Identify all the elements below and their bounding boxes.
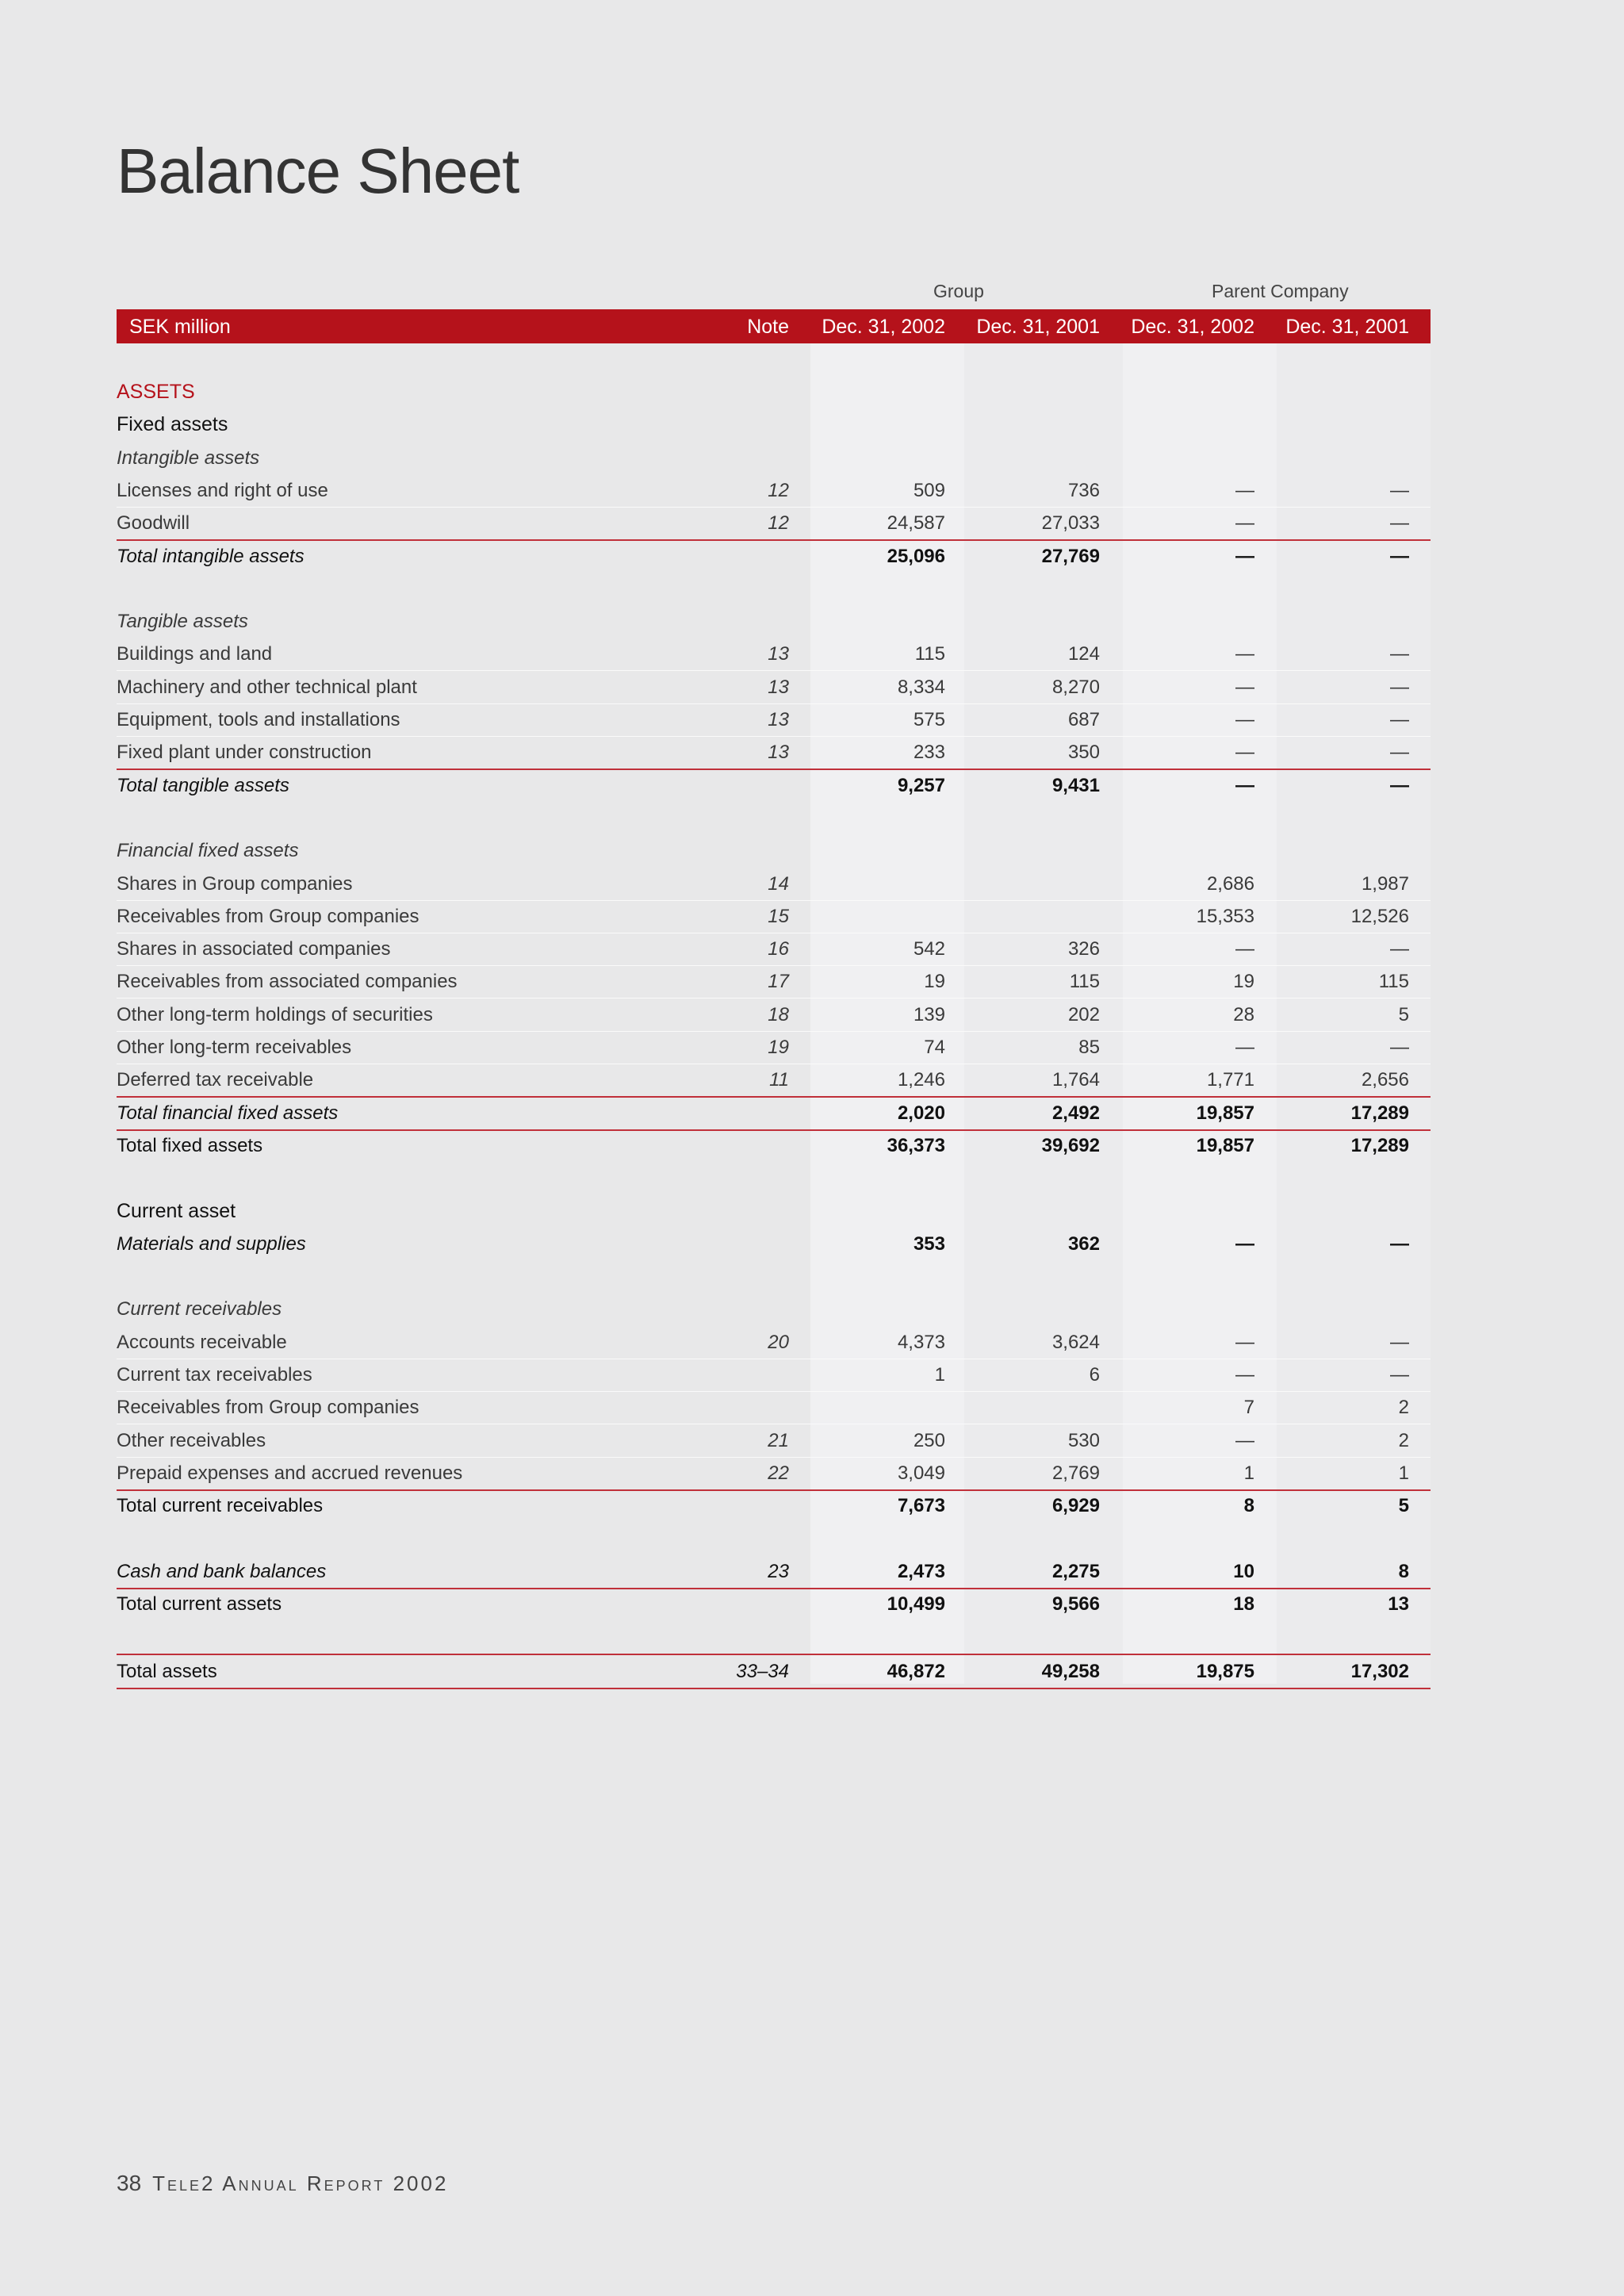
spacer-row	[117, 802, 1431, 834]
group-2002-value: 353	[913, 1233, 945, 1255]
parent-2002-value: 19	[1233, 971, 1254, 992]
row-label: Materials and supplies	[117, 1233, 306, 1255]
group-2002-value: 9,257	[897, 775, 945, 796]
row-label: Equipment, tools and installations	[117, 709, 400, 730]
group-2001-value: 85	[1078, 1037, 1100, 1058]
row-note: 14	[768, 873, 789, 895]
parent-2001-value: —	[1390, 1332, 1409, 1353]
row-label: Tangible assets	[117, 611, 248, 632]
row-label: Licenses and right of use	[117, 480, 328, 501]
table-row	[117, 408, 1431, 441]
group-2001-value: 326	[1067, 938, 1100, 960]
parent-2002-value: —	[1235, 742, 1254, 763]
parent-2002-value: —	[1235, 1430, 1254, 1451]
row-note: 11	[769, 1069, 789, 1091]
group-2001-value: 9,431	[1051, 775, 1100, 796]
group-2002-value: 19	[924, 971, 945, 992]
table-row	[117, 1588, 1431, 1620]
row-note: 23	[768, 1561, 789, 1582]
group-2001-value: 49,258	[1041, 1661, 1100, 1682]
table-row	[117, 933, 1431, 966]
table-row	[117, 1391, 1431, 1424]
table-row	[117, 1129, 1431, 1162]
row-label: Current tax receivables	[117, 1364, 312, 1386]
row-note: 16	[768, 938, 789, 960]
group-2001-value: 362	[1067, 1233, 1100, 1255]
spacer-row	[117, 1620, 1431, 1653]
table-row	[117, 1064, 1431, 1098]
group-2002-value: 25,096	[887, 546, 945, 567]
row-label: Prepaid expenses and accrued revenues	[117, 1462, 463, 1484]
row-label: Total current assets	[117, 1593, 282, 1615]
table-row	[117, 769, 1431, 802]
parent-2001-value: 8	[1398, 1561, 1409, 1582]
parent-2001-value: 12,526	[1350, 906, 1409, 927]
table-row	[117, 605, 1431, 638]
group-2001-value: 8,270	[1051, 677, 1100, 698]
table-row	[117, 376, 1431, 408]
parent-2002-value: 19,875	[1196, 1661, 1254, 1682]
table-row	[117, 736, 1431, 770]
table-row	[117, 1195, 1431, 1228]
group-2001-value: 202	[1067, 1004, 1100, 1025]
parent-2002-value: —	[1235, 938, 1254, 960]
group-2002-value: 250	[913, 1430, 945, 1451]
spacer-row	[117, 1260, 1431, 1293]
parent-2002-value: —	[1235, 1037, 1254, 1058]
group-2001-value: 27,033	[1041, 512, 1100, 534]
parent-2001-value: —	[1390, 643, 1409, 665]
parent-2001-value: 17,289	[1350, 1102, 1409, 1124]
parent-2001-value: 2,656	[1361, 1069, 1409, 1091]
group-2002-value: 74	[924, 1037, 945, 1058]
table-row	[117, 540, 1431, 573]
parent-2002-value: —	[1235, 512, 1254, 534]
table-row	[117, 474, 1431, 508]
parent-2001-value: —	[1390, 512, 1409, 534]
parent-2002-value: 19,857	[1196, 1135, 1254, 1156]
row-label: Shares in Group companies	[117, 873, 353, 895]
parent-2002-value: 1	[1243, 1462, 1254, 1484]
row-note: 17	[768, 971, 789, 992]
row-note: 13	[768, 742, 789, 763]
row-note: 19	[768, 1037, 789, 1058]
header-group-2002: Dec. 31, 2002	[822, 316, 945, 338]
parent-2002-value: —	[1235, 775, 1254, 796]
group-2001-value: 2,769	[1051, 1462, 1100, 1484]
parent-2001-value: 13	[1388, 1593, 1409, 1615]
group-2002-value: 2,020	[897, 1102, 945, 1124]
row-note: 22	[768, 1462, 789, 1484]
row-note: 13	[768, 709, 789, 730]
row-label: Other long-term receivables	[117, 1037, 352, 1058]
row-label: ASSETS	[117, 381, 195, 403]
row-note: 33–34	[736, 1661, 789, 1682]
group-2001-value: 3,624	[1051, 1332, 1100, 1353]
table-row	[117, 1293, 1431, 1325]
group-2002-value: 7,673	[897, 1495, 945, 1516]
table-row	[117, 1489, 1431, 1522]
row-label: Receivables from Group companies	[117, 1397, 419, 1418]
spacer-row	[117, 1523, 1431, 1555]
row-label: Current receivables	[117, 1298, 282, 1320]
parent-2002-value: —	[1235, 1233, 1254, 1255]
parent-2001-value: —	[1390, 1037, 1409, 1058]
group-2001-value: 350	[1067, 742, 1100, 763]
parent-2002-value: —	[1235, 1364, 1254, 1386]
table-row	[117, 1031, 1431, 1064]
group-2002-value: 3,049	[897, 1462, 945, 1484]
page-number: 38	[117, 2171, 142, 2195]
group-2002-value: 8,334	[897, 677, 945, 698]
group-2002-value: 139	[913, 1004, 945, 1025]
table-row	[117, 834, 1431, 867]
group-2002-value: 115	[914, 643, 945, 665]
parent-2001-value: 115	[1378, 971, 1409, 992]
row-note: 13	[768, 677, 789, 698]
row-label: Machinery and other technical plant	[117, 677, 417, 698]
row-note: 15	[768, 906, 789, 927]
group-2002-value: 575	[913, 709, 945, 730]
group-2001-value: 124	[1067, 643, 1100, 665]
table-row	[117, 1424, 1431, 1458]
row-label: Financial fixed assets	[117, 840, 299, 861]
group-2002-value: 1,246	[897, 1069, 945, 1091]
parent-2002-value: —	[1235, 480, 1254, 501]
table-row	[117, 442, 1431, 474]
parent-2001-value: —	[1390, 775, 1409, 796]
group-2001-value: 1,764	[1051, 1069, 1100, 1091]
row-note: 21	[768, 1430, 789, 1451]
table-row	[117, 1228, 1431, 1260]
table-row	[117, 999, 1431, 1032]
parent-2001-value: —	[1390, 742, 1409, 763]
group-2002-value: 24,587	[887, 512, 945, 534]
row-label: Receivables from Group companies	[117, 906, 419, 927]
parent-2002-value: —	[1235, 677, 1254, 698]
row-label: Buildings and land	[117, 643, 273, 665]
header-group-2001: Dec. 31, 2001	[976, 316, 1100, 338]
table-row	[117, 900, 1431, 933]
spacer-row	[117, 573, 1431, 605]
group-2001-value: 736	[1067, 480, 1100, 501]
parent-2002-value: 1,771	[1206, 1069, 1254, 1091]
header-note: Note	[747, 316, 789, 338]
group-2002-value: 10,499	[887, 1593, 945, 1615]
parent-2001-value: 5	[1398, 1004, 1409, 1025]
group-2002-value: 1	[934, 1364, 945, 1386]
table-row	[117, 1097, 1431, 1131]
row-label: Other long-term holdings of securities	[117, 1004, 433, 1025]
table-row	[117, 1359, 1431, 1392]
table-row	[117, 868, 1431, 901]
parent-company-column-header: Parent Company	[1212, 281, 1349, 301]
parent-2002-value: —	[1235, 1332, 1254, 1353]
row-label: Total assets	[117, 1661, 217, 1682]
group-2001-value: 687	[1067, 709, 1100, 730]
group-2001-value: 2,275	[1051, 1561, 1100, 1582]
group-2002-value: 233	[913, 742, 945, 763]
group-2002-value: 2,473	[897, 1561, 945, 1582]
page-footer	[117, 2171, 448, 2196]
parent-2001-value: —	[1390, 1233, 1409, 1255]
row-label: Receivables from associated companies	[117, 971, 458, 992]
parent-2001-value: 1,987	[1361, 873, 1409, 895]
parent-2001-value: 1	[1398, 1462, 1409, 1484]
group-2001-value: 530	[1067, 1430, 1100, 1451]
row-label: Other receivables	[117, 1430, 266, 1451]
row-label: Shares in associated companies	[117, 938, 391, 960]
row-note: 18	[768, 1004, 789, 1025]
table-row	[117, 638, 1431, 671]
parent-2001-value: —	[1390, 1364, 1409, 1386]
row-label: Deferred tax receivable	[117, 1069, 314, 1091]
row-label: Accounts receivable	[117, 1332, 287, 1353]
parent-2002-value: —	[1235, 643, 1254, 665]
group-2001-value: 6,929	[1051, 1495, 1100, 1516]
table-row	[117, 1555, 1431, 1589]
header-parent-2001: Dec. 31, 2001	[1285, 316, 1409, 338]
parent-2002-value: 18	[1233, 1593, 1254, 1615]
group-2001-value: 27,769	[1041, 546, 1100, 567]
group-2001-value: 2,492	[1051, 1102, 1100, 1124]
parent-2001-value: 2	[1398, 1430, 1409, 1451]
row-label: Total intangible assets	[117, 546, 304, 567]
group-2002-value: 46,872	[887, 1661, 945, 1682]
table-row	[117, 1457, 1431, 1491]
row-label: Total current receivables	[117, 1495, 324, 1516]
row-note: 12	[768, 480, 789, 501]
table-row	[117, 507, 1431, 541]
table-row	[117, 671, 1431, 704]
parent-2002-value: 8	[1243, 1495, 1254, 1516]
parent-2001-value: —	[1390, 938, 1409, 960]
footer-report-title: Tele2 Annual Report 2002	[152, 2171, 449, 2195]
parent-2001-value: —	[1390, 480, 1409, 501]
row-label: Cash and bank balances	[117, 1561, 327, 1582]
parent-2001-value: 5	[1398, 1495, 1409, 1516]
parent-2002-value: —	[1235, 709, 1254, 730]
group-2001-value: 39,692	[1041, 1135, 1100, 1156]
parent-2001-value: —	[1390, 546, 1409, 567]
group-2002-value: 36,373	[887, 1135, 945, 1156]
parent-2001-value: 17,302	[1350, 1661, 1409, 1682]
table-row	[117, 1654, 1431, 1689]
table-row	[117, 1326, 1431, 1359]
table-header-bar	[117, 309, 1431, 343]
row-label: Total tangible assets	[117, 775, 289, 796]
parent-2001-value: —	[1390, 709, 1409, 730]
group-column-header: Group	[933, 281, 984, 301]
row-label: Total financial fixed assets	[117, 1102, 339, 1124]
group-2002-value: 542	[913, 938, 945, 960]
parent-2001-value: 17,289	[1350, 1135, 1409, 1156]
page-title: Balance Sheet	[117, 136, 519, 206]
row-label: Current asset	[117, 1200, 236, 1222]
row-label: Total fixed assets	[117, 1135, 263, 1156]
group-2002-value: 509	[913, 480, 945, 501]
table-row	[117, 703, 1431, 737]
row-label: Goodwill	[117, 512, 190, 534]
parent-2002-value: 15,353	[1196, 906, 1254, 927]
parent-2002-value: 19,857	[1196, 1102, 1254, 1124]
parent-2001-value: 2	[1398, 1397, 1409, 1418]
group-2001-value: 115	[1069, 971, 1100, 992]
row-note: 12	[768, 512, 789, 534]
group-2001-value: 9,566	[1051, 1593, 1100, 1615]
parent-2001-value: —	[1390, 677, 1409, 698]
row-note: 13	[768, 643, 789, 665]
parent-2002-value: 10	[1233, 1561, 1254, 1582]
parent-2002-value: 7	[1243, 1397, 1254, 1418]
header-parent-2002: Dec. 31, 2002	[1131, 316, 1254, 338]
row-label: Fixed plant under construction	[117, 742, 372, 763]
group-2002-value: 4,373	[897, 1332, 945, 1353]
parent-2002-value: 28	[1233, 1004, 1254, 1025]
header-unit-label: SEK million	[129, 316, 231, 338]
spacer-row	[117, 1162, 1431, 1194]
row-note: 20	[768, 1332, 789, 1353]
row-label: Fixed assets	[117, 413, 228, 435]
row-label: Intangible assets	[117, 447, 260, 469]
table-row	[117, 965, 1431, 999]
parent-2002-value: —	[1235, 546, 1254, 567]
parent-2002-value: 2,686	[1206, 873, 1254, 895]
group-2001-value: 6	[1089, 1364, 1100, 1386]
